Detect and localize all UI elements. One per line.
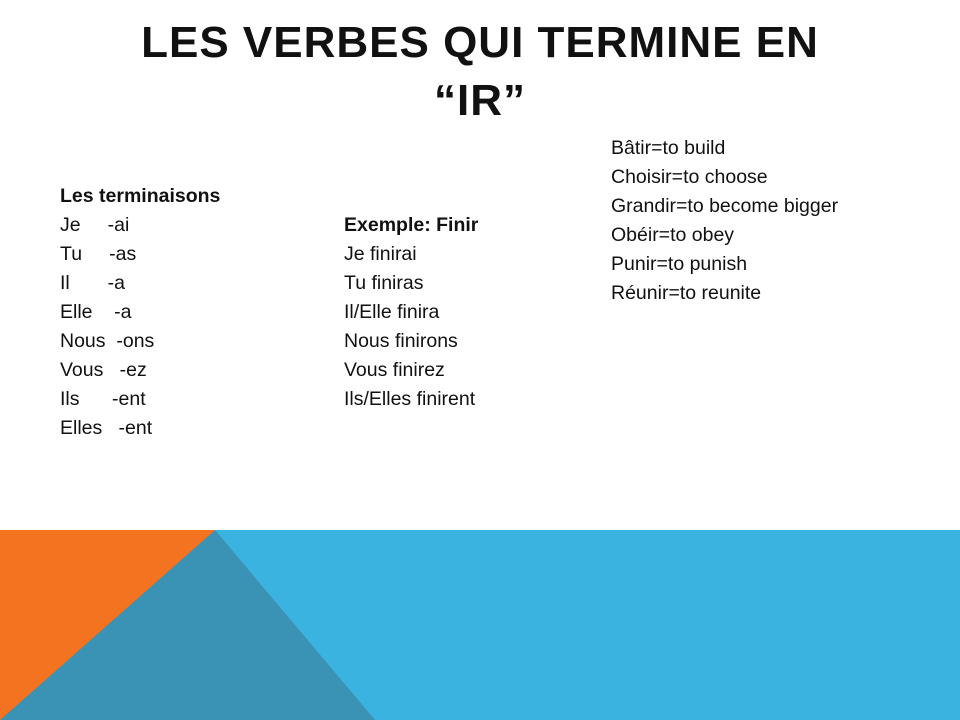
terminaison-row: Tu -as	[60, 243, 137, 265]
conjugation-row: Je finirai	[344, 243, 417, 265]
vocab-row: Choisir=to choose	[611, 166, 768, 188]
exemple-column	[344, 211, 478, 414]
terminaison-row: Nous -ons	[60, 330, 155, 352]
teal-overlap-shape	[0, 530, 375, 720]
slide-title-line-2: “IR”	[434, 76, 526, 125]
terminaisons-column	[60, 182, 220, 443]
blue-band-shape	[0, 530, 960, 720]
vocab-row: Punir=to punish	[611, 253, 748, 275]
slide-title	[80, 14, 880, 130]
terminaison-row: Ils -ent	[60, 388, 146, 410]
terminaison-row: Je -ai	[60, 214, 130, 236]
terminaisons-heading: Les terminaisons	[60, 185, 221, 207]
conjugation-row: Tu finiras	[344, 272, 424, 294]
terminaison-row: Vous -ez	[60, 359, 147, 381]
vocab-row: Grandir=to become bigger	[611, 195, 839, 217]
terminaison-row: Elle -a	[60, 301, 132, 323]
conjugation-row: Vous finirez	[344, 359, 445, 381]
conjugation-row: Ils/Elles finirent	[344, 388, 476, 410]
terminaison-row: Elles -ent	[60, 417, 153, 439]
vocab-row: Obéir=to obey	[611, 224, 735, 246]
slide-title-line-1: LES VERBES QUI TERMINE EN	[141, 18, 819, 67]
exemple-heading: Exemple: Finir	[344, 214, 479, 236]
vocab-column	[611, 134, 838, 308]
conjugation-row: Nous finirons	[344, 330, 458, 352]
orange-triangle-shape	[0, 530, 215, 720]
vocab-row: Réunir=to reunite	[611, 282, 762, 304]
terminaison-row: Il -a	[60, 272, 126, 294]
vocab-row: Bâtir=to build	[611, 137, 726, 159]
conjugation-row: Il/Elle finira	[344, 301, 440, 323]
